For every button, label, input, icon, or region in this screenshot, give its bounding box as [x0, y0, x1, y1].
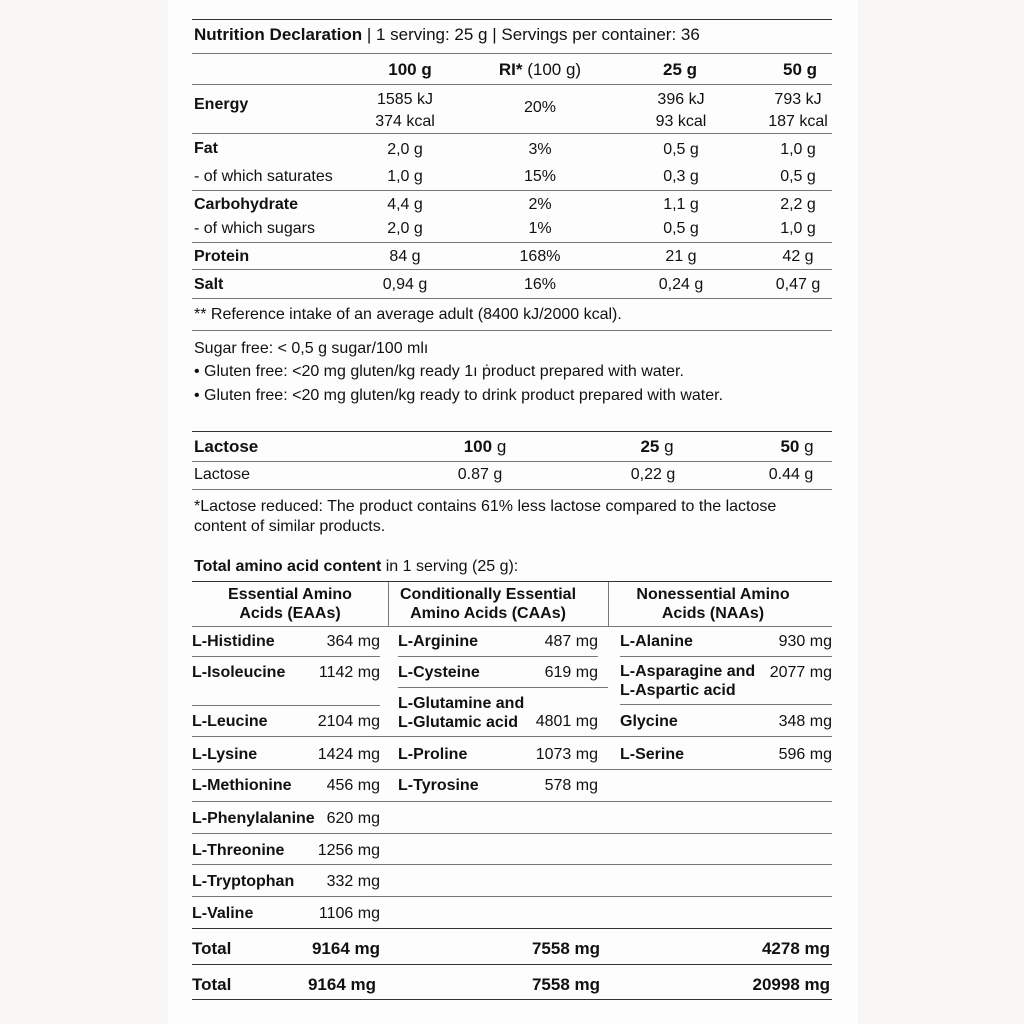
divider — [192, 242, 832, 243]
amino-value: 2077 mg — [769, 664, 832, 681]
nutrient-ri: 1% — [528, 220, 552, 237]
lactose-col-100g — [440, 437, 530, 457]
col-header-25g: 25 g — [662, 60, 698, 79]
nutrient-label: Fat — [194, 140, 218, 157]
divider — [192, 928, 832, 929]
lactose-50g: 0.44 g — [768, 466, 814, 483]
amino-name: L-Leucine — [192, 713, 268, 730]
nutrient-label: Energy — [194, 96, 249, 113]
nutrient-value: 2,0 g — [387, 220, 423, 237]
amino-value: 620 mg — [326, 810, 380, 827]
nutrient-value: 2,2 g — [780, 196, 816, 213]
sugar-free-note: Sugar free: < 0,5 g sugar/100 mlı — [194, 340, 429, 357]
total-label: Total — [192, 939, 232, 958]
ri-basis: (100 g) — [527, 60, 582, 79]
nutrition-title: Nutrition Declaration — [194, 25, 363, 44]
nutrient-value: 0,5 g — [663, 220, 699, 237]
col-amount: 50 — [780, 437, 800, 456]
nutrient-ri: 16% — [523, 276, 557, 293]
energy-50g-kj: 793 kJ — [774, 91, 822, 108]
nutrient-value: 0,3 g — [663, 168, 699, 185]
lactose-25g: 0,22 g — [630, 466, 676, 483]
col-amount: 100 — [463, 437, 493, 456]
nutrient-value: 2,0 g — [387, 141, 423, 158]
nutrient-value: 1,1 g — [663, 196, 699, 213]
amino-name: L-Alanine — [620, 633, 693, 650]
nutrient-value: 0,47 g — [775, 276, 821, 293]
col-header-100g: 100 g — [388, 60, 432, 79]
energy-100g-kcal: 374 kcal — [375, 113, 435, 130]
top-rule — [192, 19, 832, 20]
energy-25g-kcal: 93 kcal — [655, 113, 707, 130]
divider — [192, 190, 832, 191]
divider — [192, 626, 832, 627]
amino-value: 1106 mg — [318, 905, 380, 922]
nutrient-label: Protein — [194, 248, 250, 265]
eaa-header-line: Essential Amino — [228, 586, 352, 603]
gluten-free-note: • Gluten free: <20 mg gluten/kg ready to drink product prepared with water. — [194, 387, 724, 404]
col-amount: 25 — [640, 437, 660, 456]
divider — [398, 687, 608, 688]
amino-value: 1256 mg — [317, 842, 380, 859]
lactose-header: Lactose — [194, 437, 259, 456]
total-naa: 4278 mg — [761, 939, 830, 958]
amino-title-bold: Total amino acid content — [194, 558, 382, 575]
divider — [192, 833, 832, 834]
amino-name-line: L-Glutamic acid — [398, 714, 519, 731]
nutrient-value: 0,24 g — [658, 276, 704, 293]
amino-name: L-Serine — [620, 746, 685, 763]
energy-50g-kcal: 187 kcal — [768, 113, 828, 130]
amino-name: L-Threonine — [192, 842, 285, 859]
ri-label: RI* — [498, 60, 523, 79]
nutrient-value: 0,94 g — [382, 276, 428, 293]
nutrient-value: 1,0 g — [780, 141, 816, 158]
gluten-free-note: • Gluten free: <20 mg gluten/kg ready 1ı ṗroduct prepared with water. — [194, 363, 684, 380]
nutrition-header — [194, 25, 700, 45]
nutrient-value: 0,5 g — [780, 168, 816, 185]
amino-name-multiline — [398, 694, 524, 732]
col-unit: g — [496, 437, 507, 456]
divider — [192, 581, 832, 582]
nutrient-value: 21 g — [665, 248, 697, 265]
nutrient-label: Carbohydrate — [194, 196, 299, 213]
divider — [192, 431, 832, 432]
amino-title — [194, 557, 518, 577]
nutrient-value: 1,0 g — [387, 168, 423, 185]
amino-value: 4801 mg — [535, 713, 598, 730]
amino-name-line: L-Aspartic acid — [620, 682, 736, 699]
nutrient-label: - of which sugars — [194, 220, 315, 237]
divider — [192, 53, 832, 54]
eaa-header-line: Acids (EAAs) — [239, 605, 341, 622]
amino-value: 930 mg — [778, 633, 832, 650]
nutrient-label: Salt — [194, 276, 224, 293]
divider — [192, 656, 380, 657]
divider — [192, 964, 832, 965]
naa-header — [608, 585, 818, 623]
divider — [192, 801, 832, 802]
caa-header-line: Conditionally Essential — [399, 586, 577, 603]
nutrient-value: 0,5 g — [663, 141, 699, 158]
total-eaa: 9164 mg — [311, 939, 380, 958]
divider — [192, 298, 832, 299]
divider — [192, 84, 832, 85]
amino-name: L-Tyrosine — [398, 777, 479, 794]
amino-name: Glycine — [620, 713, 678, 730]
amino-value: 456 mg — [326, 777, 380, 794]
nutrient-value: 84 g — [389, 248, 421, 265]
lactose-100g: 0.87 g — [457, 466, 503, 483]
col-header-50g: 50 g — [782, 60, 818, 79]
naa-header-line: Acids (NAAs) — [661, 605, 765, 622]
amino-value: 619 mg — [544, 664, 598, 681]
nutrient-ri: 2% — [528, 196, 552, 213]
amino-name-line: L-Asparagine and — [620, 663, 756, 680]
naa-header-line: Nonessential Amino — [636, 586, 790, 603]
amino-value: 364 mg — [326, 633, 380, 650]
total-caa: 7558 mg — [531, 939, 600, 958]
divider — [620, 704, 832, 705]
total-naa: 20998 mg — [752, 975, 830, 994]
divider — [192, 864, 832, 865]
nutrient-ri: 15% — [523, 168, 557, 185]
ri-footnote: ** Reference intake of an average adult (8400 kJ/2000 kcal). — [194, 306, 622, 323]
divider — [192, 330, 832, 331]
total-eaa: 9164 mg — [307, 975, 376, 994]
col-unit: g — [664, 437, 674, 456]
nutrient-ri: 168% — [519, 248, 561, 265]
amino-value: 1424 mg — [317, 746, 380, 763]
total-caa: 7558 mg — [531, 975, 600, 994]
amino-value: 332 mg — [326, 873, 380, 890]
divider — [192, 461, 832, 462]
amino-name-multiline — [620, 662, 755, 700]
energy-ri: 20% — [523, 99, 557, 116]
amino-name: L-Arginine — [398, 633, 478, 650]
nutrient-value: 4,4 g — [387, 196, 423, 213]
amino-name: L-Methionine — [192, 777, 292, 794]
nutrient-label: - of which saturates — [194, 168, 333, 185]
amino-name: L-Histidine — [192, 633, 275, 650]
amino-name: L-Isoleucine — [192, 664, 286, 681]
nutrient-value: 1,0 g — [780, 220, 816, 237]
amino-value: 487 mg — [544, 633, 598, 650]
lactose-note: *Lactose reduced: The product contains 61% less lactose compared to the lactose — [194, 498, 777, 515]
energy-25g-kj: 396 kJ — [657, 91, 705, 108]
amino-name: L-Proline — [398, 746, 468, 763]
lactose-note: content of similar products. — [194, 518, 386, 535]
eaa-header — [192, 585, 388, 623]
divider — [192, 489, 832, 490]
amino-value: 578 mg — [544, 777, 598, 794]
divider — [192, 133, 832, 134]
divider — [192, 736, 832, 737]
divider — [620, 656, 832, 657]
amino-name: L-Cysteine — [398, 664, 480, 681]
lactose-col-50g — [752, 437, 842, 457]
bottom-rule — [192, 999, 832, 1000]
divider — [192, 269, 832, 270]
energy-100g-kj: 1585 kJ — [376, 91, 434, 108]
lactose-row-label: Lactose — [194, 466, 251, 483]
divider — [192, 896, 832, 897]
amino-name: L-Tryptophan — [192, 873, 295, 890]
amino-value: 348 mg — [778, 713, 832, 730]
amino-title-rest: in 1 serving (25 g): — [385, 558, 519, 575]
nutrient-value: 42 g — [782, 248, 814, 265]
divider — [192, 769, 832, 770]
amino-value: 1073 mg — [535, 746, 598, 763]
lactose-col-25g — [612, 437, 702, 457]
caa-header-line: Amino Acids (CAAs) — [410, 605, 566, 622]
divider — [192, 705, 380, 706]
amino-name: L-Lysine — [192, 746, 258, 763]
col-header-ri — [490, 60, 590, 80]
total-label: Total — [192, 975, 232, 994]
serving-info: | 1 serving: 25 g | Servings per container: 36 — [366, 25, 700, 44]
amino-value: 2104 mg — [317, 713, 380, 730]
caa-header — [388, 585, 588, 623]
amino-name-line: L-Glutamine and — [398, 695, 525, 712]
amino-value: 1142 mg — [318, 664, 380, 681]
col-unit: g — [804, 437, 814, 456]
amino-name: L-Valine — [192, 905, 254, 922]
divider — [398, 656, 598, 657]
nutrient-ri: 3% — [528, 141, 552, 158]
amino-value: 596 mg — [778, 746, 832, 763]
amino-name: L-Phenylalanine — [192, 810, 315, 827]
